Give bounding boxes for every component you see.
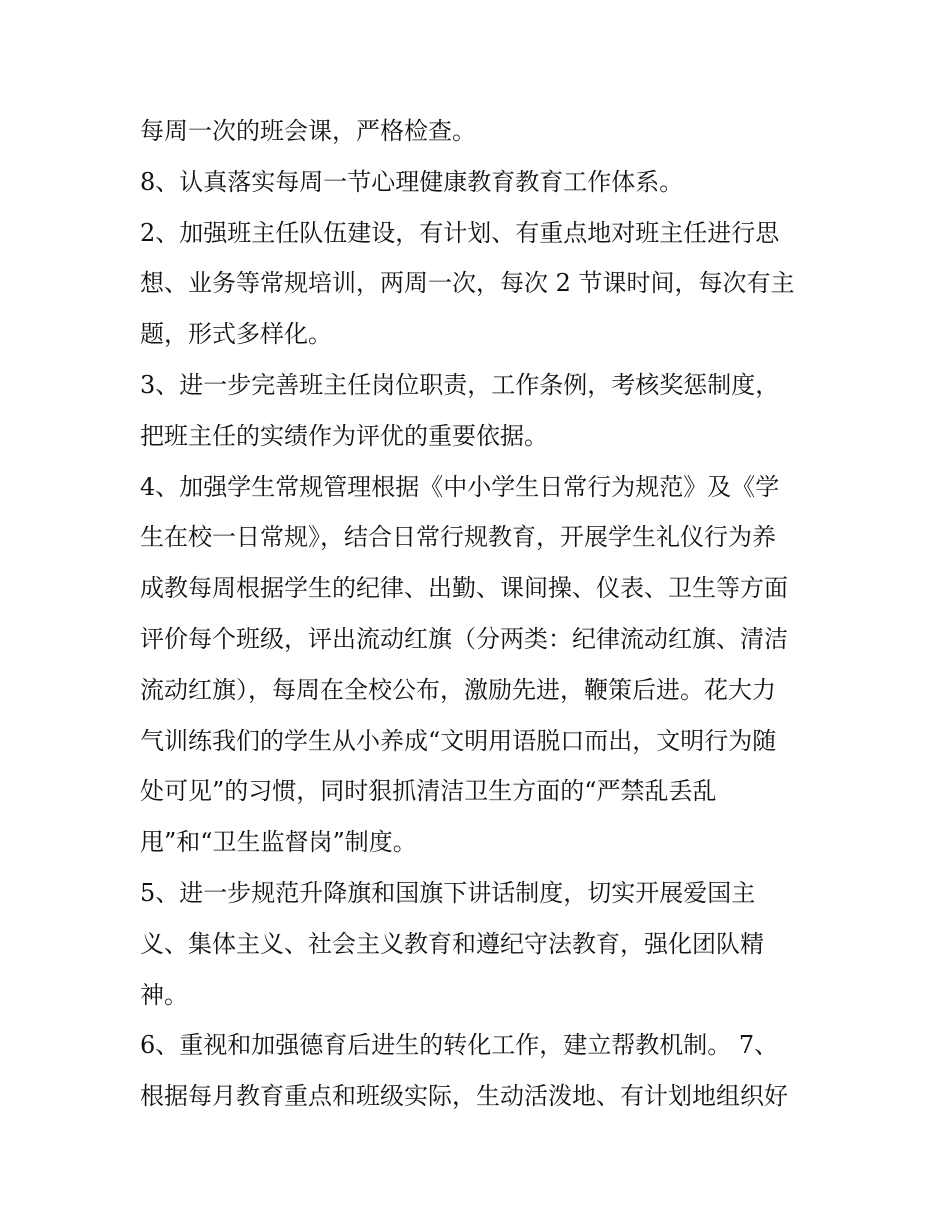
text-line: 8、认真落实每周一节心理健康教育教育工作体系。 — [140, 167, 684, 196]
text-line: 把班主任的实绩作为评优的重要依据。 — [140, 421, 548, 450]
text-line: 成教每周根据学生的纪律、出勤、课间操、仪表、卫生等方面 — [140, 574, 788, 603]
text-line: 根据每月教育重点和班级实际，生动活泼地、有计划地组织好 — [140, 1082, 788, 1111]
text-line: 处可见”的习惯，同时狠抓清洁卫生方面的“严禁乱丢乱 — [140, 777, 717, 806]
document-body — [140, 106, 830, 1122]
text-line: 生在校一日常规》，结合日常行规教育，开展学生礼仪行为养 — [140, 523, 776, 552]
text-line: 评价每个班级，评出流动红旗（分两类：纪律流动红旗、清洁 — [140, 624, 788, 653]
text-line: 气训练我们的学生从小养成“文明用语脱口而出，文明行为随 — [140, 726, 777, 755]
text-line: 4、加强学生常规管理根据《中小学生日常行为规范》及《学 — [140, 472, 780, 501]
text-line: 6、重视和加强德育后进生的转化工作，建立帮教机制。 7、 — [140, 1031, 779, 1060]
text-line: 想、业务等常规培训，两周一次，每次 2 节课时间，每次有主 — [140, 269, 795, 298]
text-line: 2、加强班主任队伍建设，有计划、有重点地对班主任进行思 — [140, 218, 780, 247]
text-line: 神。 — [140, 980, 188, 1009]
text-line: 甩”和“卫生监督岗”制度。 — [140, 828, 417, 857]
text-line: 每周一次的班会课，严格检查。 — [140, 117, 476, 145]
text-line: 流动红旗），每周在全校公布，激励先进，鞭策后进。花大力 — [140, 675, 776, 704]
text-line: 题，形式多样化。 — [140, 320, 332, 349]
text-line: 义、集体主义、社会主义教育和遵纪守法教育，强化团队精 — [140, 929, 764, 958]
text-line: 3、进一步完善班主任岗位职责，工作条例，考核奖惩制度， — [140, 370, 780, 399]
text-line: 5、进一步规范升降旗和国旗下讲话制度，切实开展爱国主 — [140, 878, 756, 907]
